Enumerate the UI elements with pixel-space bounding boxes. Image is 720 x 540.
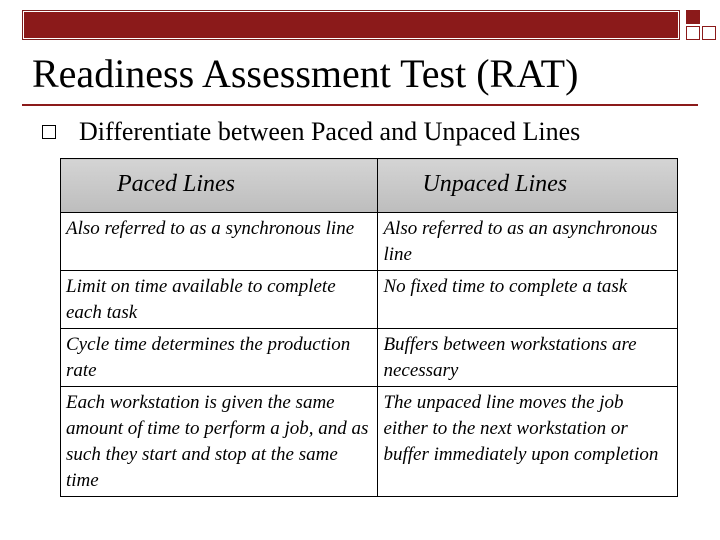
corner-square-filled	[686, 10, 700, 24]
table-row	[61, 329, 678, 387]
bullet-item	[42, 114, 580, 150]
table-header-row	[61, 159, 678, 213]
table-cell: Also referred to as an asynchronous line	[378, 213, 678, 271]
corner-square-outline	[702, 26, 716, 40]
comparison-table	[60, 158, 678, 497]
table-cell: No fixed time to complete a task	[378, 271, 678, 329]
top-decoration-fill	[24, 12, 678, 38]
table-row	[61, 387, 678, 497]
corner-square-outline	[686, 26, 700, 40]
bullet-text: Differentiate between Paced and Unpaced Lines	[79, 117, 581, 146]
header-unpaced-lines: Unpaced Lines	[378, 159, 678, 213]
table-row	[61, 271, 678, 329]
table-cell: The unpaced line moves the job either to the next workstation or buffer immediately upon completion	[378, 387, 678, 497]
table-cell: Also referred to as a synchronous line	[61, 213, 378, 271]
slide-title: Readiness Assessment Test (RAT)	[32, 51, 579, 96]
table-cell: Buffers between workstations are necessary	[378, 329, 678, 387]
table-cell: Cycle time determines the production rate	[61, 329, 378, 387]
table-row	[61, 213, 678, 271]
table-cell: Each workstation is given the same amount of time to perform a job, and as such they start and stop at the same time	[61, 387, 378, 497]
title-divider	[22, 104, 698, 106]
square-bullet-icon	[42, 125, 56, 139]
header-paced-lines: Paced Lines	[61, 159, 378, 213]
table-cell: Limit on time available to complete each task	[61, 271, 378, 329]
